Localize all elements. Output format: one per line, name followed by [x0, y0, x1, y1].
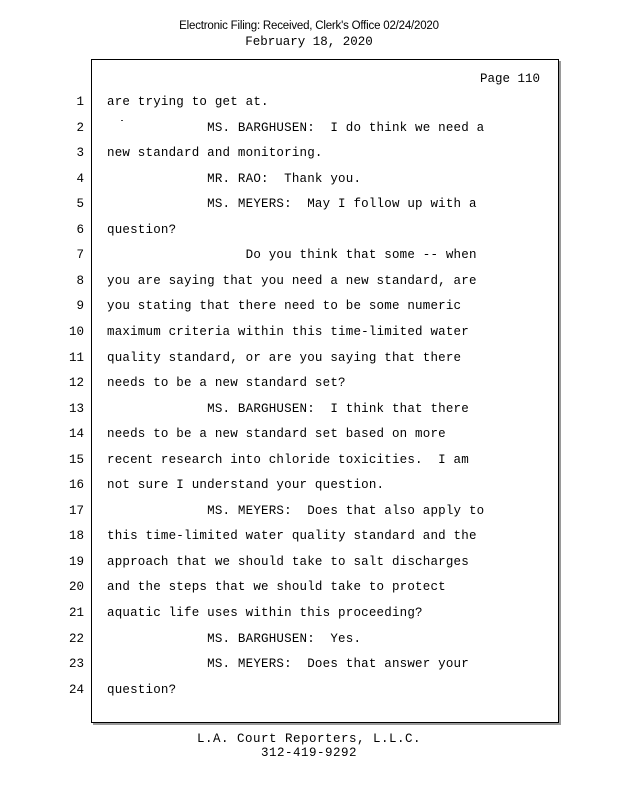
line-text: you stating that there need to be some numeric [107, 299, 462, 313]
line-text: this time-limited water quality standard and the [107, 529, 477, 543]
line-number: 17 [68, 504, 84, 518]
line-text: new standard and monitoring. [107, 146, 323, 160]
line-number: 8 [76, 274, 84, 288]
line-text: MS. MEYERS: Does that also apply to [107, 504, 485, 518]
line-text: approach that we should take to salt discharges [107, 555, 469, 569]
line-number: 20 [68, 580, 84, 594]
line-text: recent research into chloride toxicities. I am [107, 453, 469, 467]
line-text: not sure I understand your question. [107, 478, 385, 492]
line-text: MR. RAO: Thank you. [107, 172, 362, 186]
line-text: MS. BARGHUSEN: I do think we need a [107, 121, 485, 135]
line-number: 4 [76, 172, 84, 186]
line-number: 1 [76, 95, 84, 109]
line-number: 6 [76, 223, 84, 237]
line-text: question? [107, 223, 177, 237]
line-text: MS. BARGHUSEN: Yes. [107, 632, 362, 646]
line-number: 21 [68, 606, 84, 620]
transcript-date: February 18, 2020 [245, 35, 373, 49]
line-number: 2 [76, 121, 84, 135]
line-number: 14 [68, 427, 84, 441]
line-number: 11 [68, 351, 84, 365]
line-number: 12 [68, 376, 84, 390]
line-text: question? [107, 683, 177, 697]
filing-stamp: Electronic Filing: Received, Clerk's Office 02/24/2020 [179, 20, 439, 32]
footer-phone: 312-419-9292 [260, 746, 357, 760]
line-text: needs to be a new standard set? [107, 376, 346, 390]
line-number: 22 [68, 632, 84, 646]
line-text: MS. MEYERS: May I follow up with a [107, 197, 477, 211]
line-text: you are saying that you need a new standard, are [107, 274, 477, 288]
line-number: 7 [76, 248, 84, 262]
page-number: Page 110 [480, 72, 541, 86]
line-number: 13 [68, 402, 84, 416]
line-text: needs to be a new standard set based on more [107, 427, 446, 441]
line-text: aquatic life uses within this proceeding? [107, 606, 423, 620]
line-number: 18 [68, 529, 84, 543]
line-number: 9 [76, 299, 84, 313]
line-text: MS. BARGHUSEN: I think that there [107, 402, 469, 416]
line-text: maximum criteria within this time-limited water [107, 325, 469, 339]
line-text: quality standard, or are you saying that there [107, 351, 462, 365]
line-number: 16 [68, 478, 84, 492]
footer-company: L.A. Court Reporters, L.L.C. [196, 732, 422, 746]
line-number: 10 [68, 325, 84, 339]
line-number: 3 [76, 146, 84, 160]
line-number: 24 [68, 683, 84, 697]
line-number: 5 [76, 197, 84, 211]
line-text: MS. MEYERS: Does that answer your [107, 657, 469, 671]
line-text: are trying to get at. [107, 95, 269, 109]
line-text: Do you think that some -- when [107, 248, 477, 262]
line-text: and the steps that we should take to protect [107, 580, 446, 594]
line-number: 23 [68, 657, 84, 671]
line-number: 15 [68, 453, 84, 467]
line-number: 19 [68, 555, 84, 569]
